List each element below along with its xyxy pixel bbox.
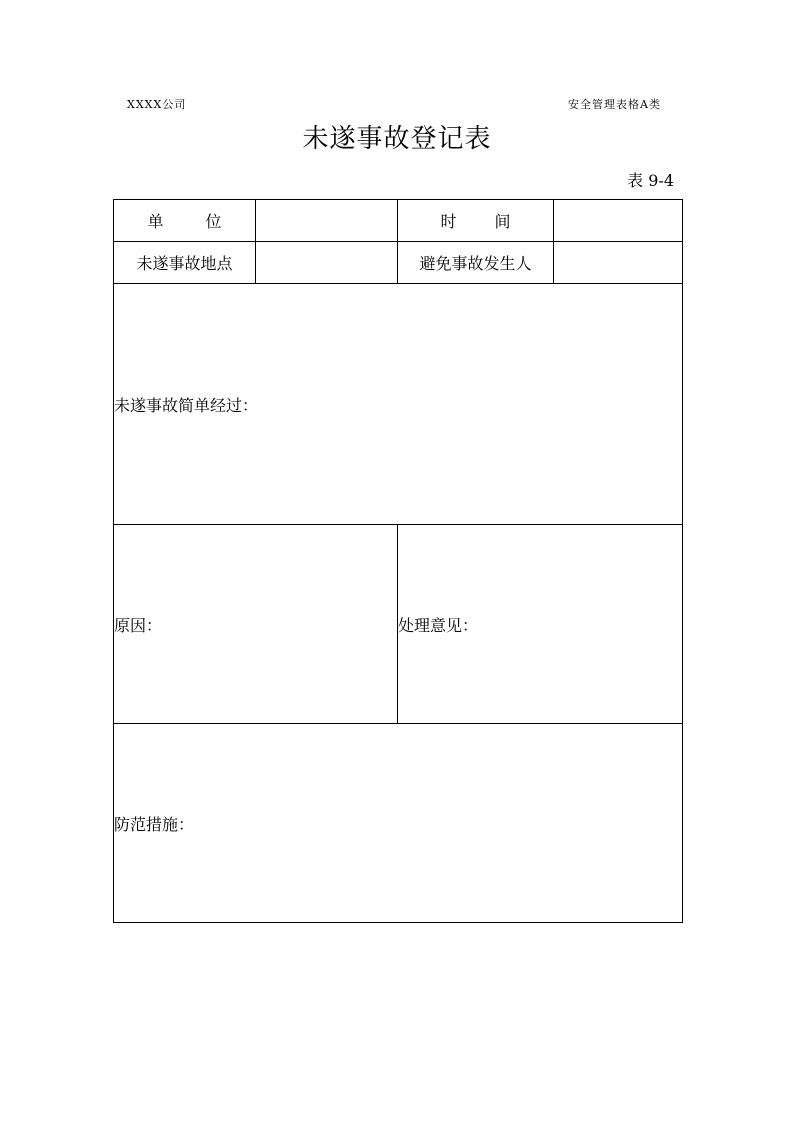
opinion-cell[interactable] [398,525,683,724]
time-label-cell [398,200,554,242]
measures-label: 防范措施： [114,814,195,834]
location-avoider-row [114,242,683,284]
avoider-value-cell[interactable] [554,242,683,284]
opinion-label: 处理意见： [398,615,479,635]
time-value-cell[interactable] [554,200,683,242]
cause-cell[interactable] [114,525,398,724]
measures-cell[interactable] [114,724,683,923]
location-label: 未遂事故地点 [136,254,233,273]
time-label: 时间 [440,212,549,231]
unit-time-row [114,200,683,242]
company-name: XXXX公司 [127,98,187,111]
description-cell[interactable] [114,284,683,525]
form-category: 安全管理表格A类 [568,98,661,111]
location-label-cell [114,242,256,284]
registration-form-table [113,199,683,923]
description-label: 未遂事故简单经过： [114,395,259,415]
page-title: 未遂事故登记表 [302,124,492,154]
cause-label: 原因： [114,615,163,635]
unit-label-cell [114,200,264,242]
unit-label: 单位 [147,212,264,231]
unit-value-cell[interactable] [256,200,398,242]
avoider-label: 避免事故发生人 [419,254,532,273]
cause-opinion-row [114,525,683,724]
measures-row [114,724,683,923]
avoider-label-cell [398,242,554,284]
location-value-cell[interactable] [256,242,398,284]
description-row [114,284,683,525]
form-number: 表 9-4 [627,171,674,190]
